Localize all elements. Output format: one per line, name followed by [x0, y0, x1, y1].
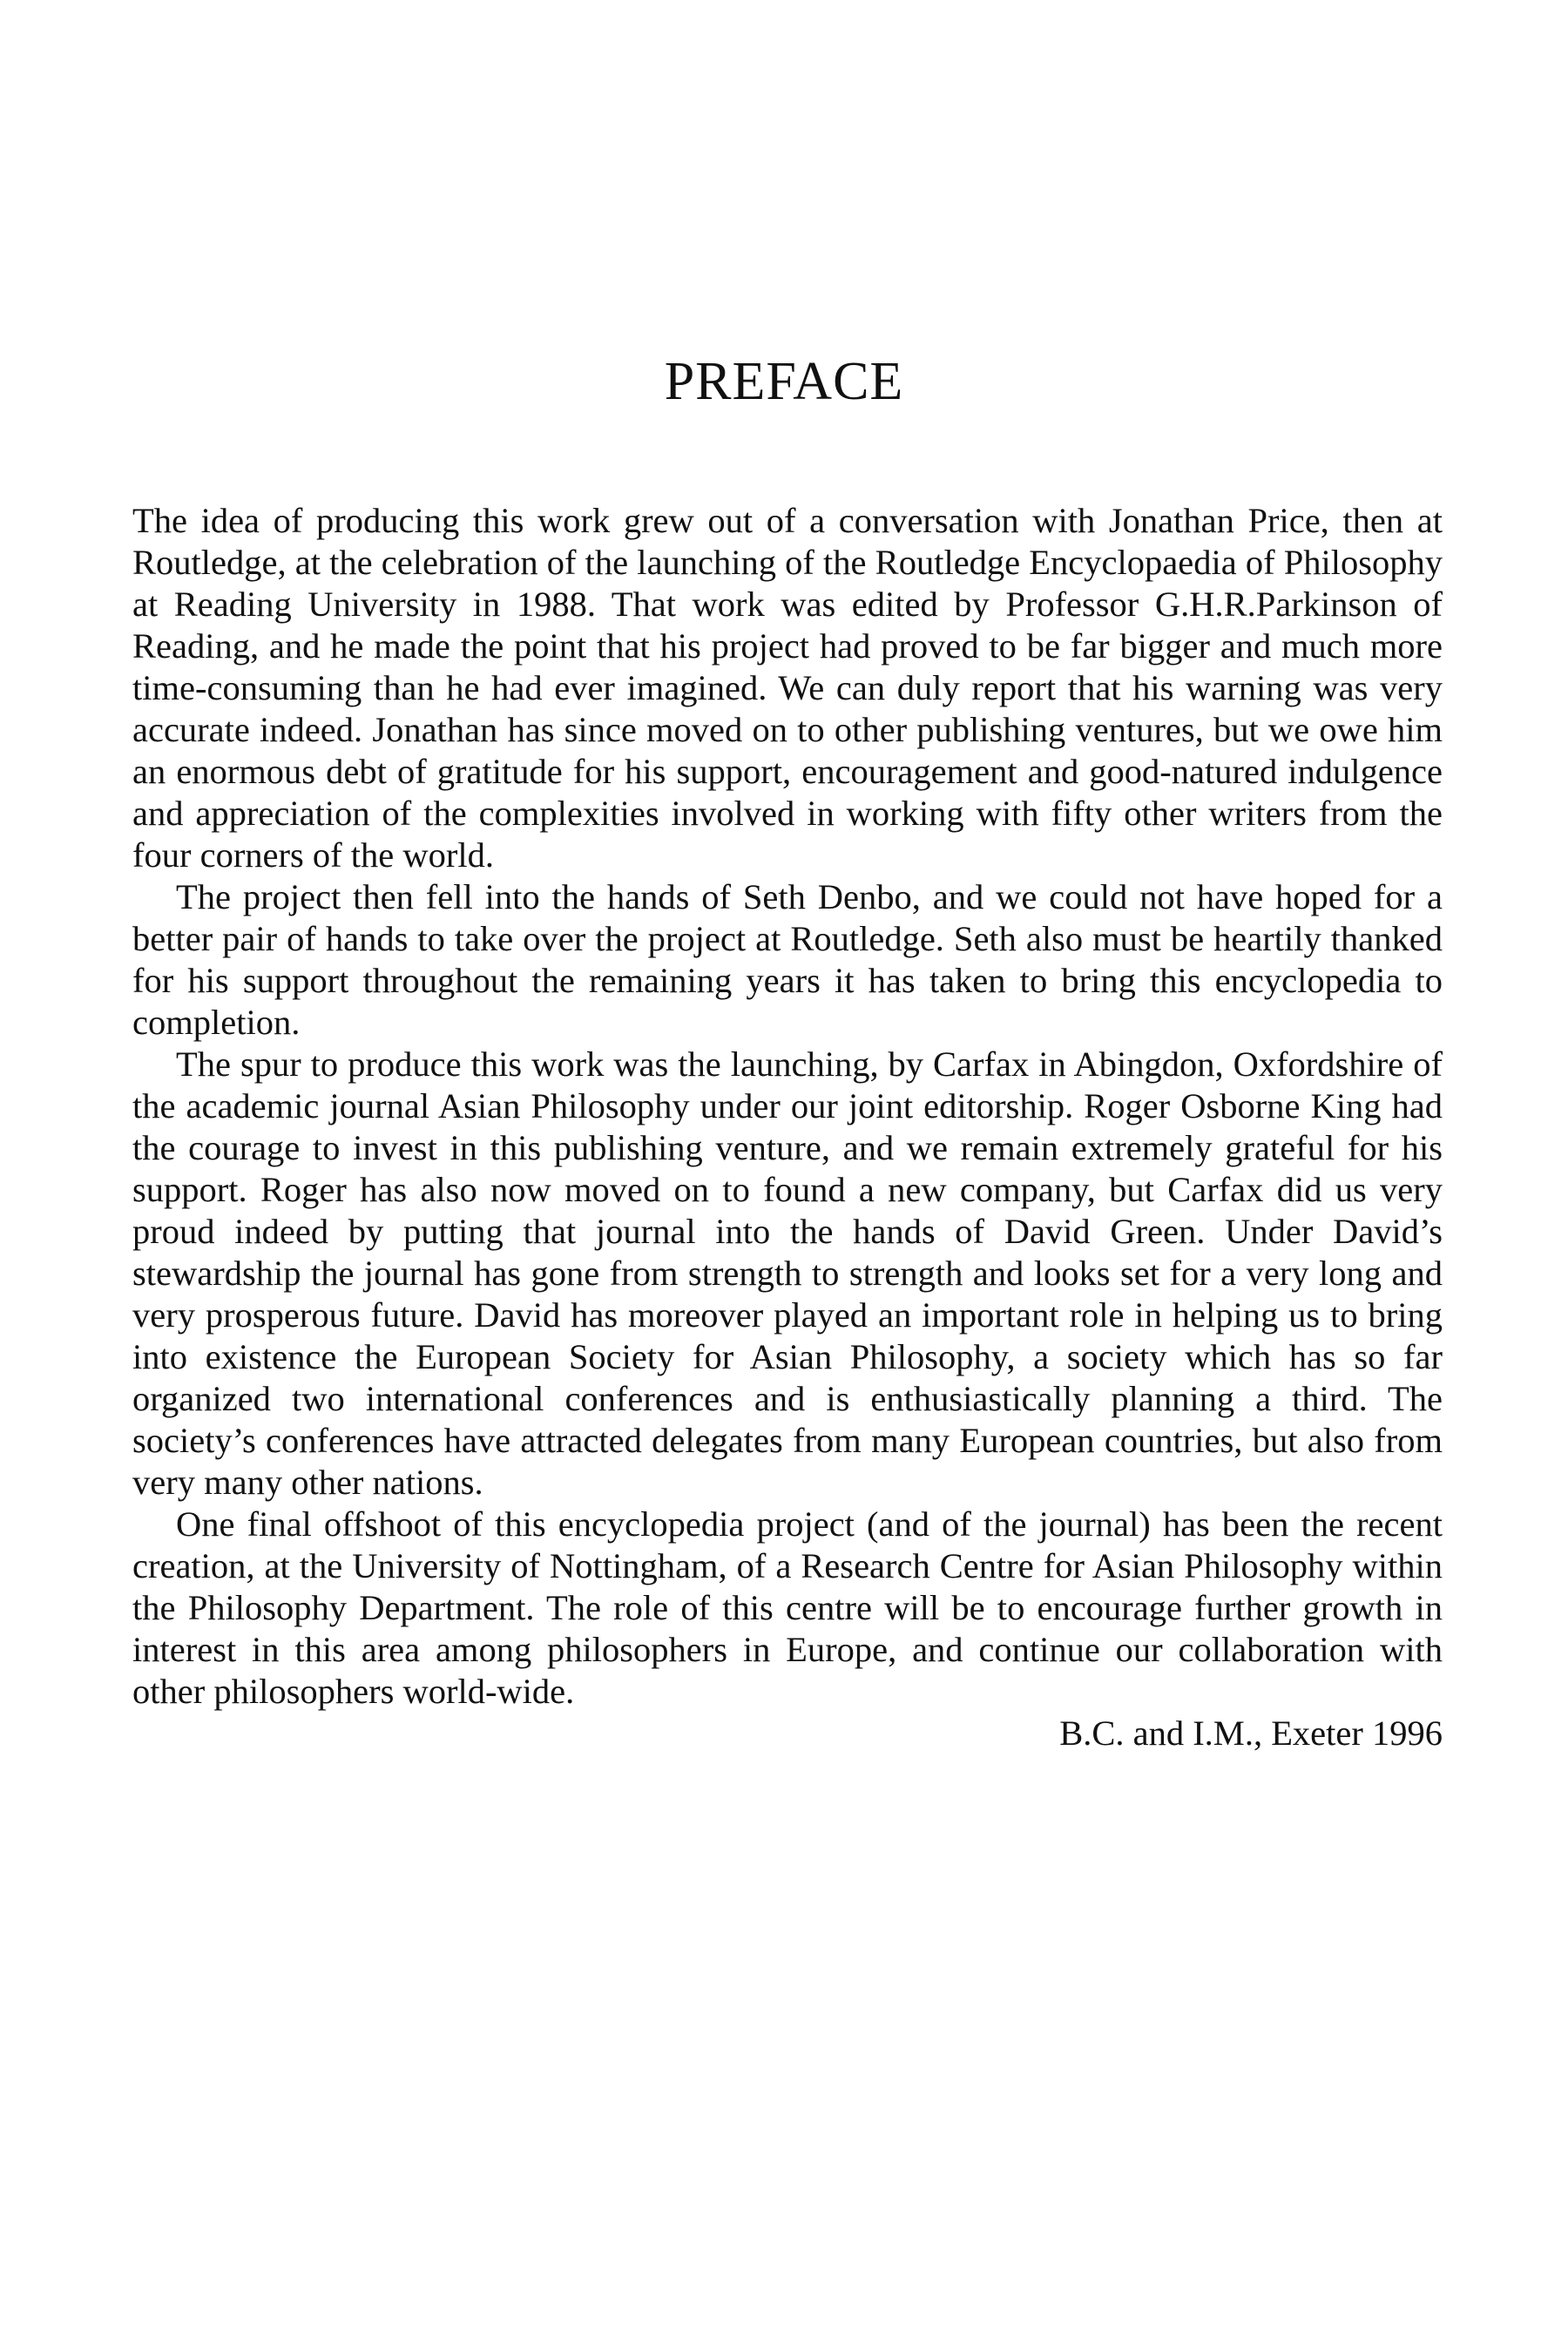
- paragraph-1: The idea of producing this work grew out of a conversation with Jonathan Price, then at Routledge, at the celebration of the launching of the Routledge Encyclopaedia of Philosophy at Reading University in 1988. That work was edited by Professor G.H.R.Parkinson of Reading, and he made the point that his project had proved to be far bigger and much more time-consuming than he had ever imagined. We can duly report that his warning was very accurate indeed. Jonathan has since moved on to other publishing ventures, but we owe him an enormous debt of gratitude for his support, encouragement and good-natured indulgence and appreciation of the complexities involved in working with fifty other writers from the four corners of the world.: [132, 501, 1443, 875]
- signature: B.C. and I.M., Exeter 1996: [1059, 1713, 1443, 1753]
- preface-body: [132, 500, 1443, 1754]
- paragraph-3: The spur to produce this work was the launching, by Carfax in Abingdon, Oxfordshire of the academic journal Asian Philosophy under our joint editorship. Roger Osborne King had the courage to invest in this publishing venture, and we remain extremely grateful for his support. Roger has also now moved on to found a new company, but Carfax did us very proud indeed by putting that journal into the hands of David Green. Under David’s stewardship the journal has gone from strength to strength and looks set for a very long and very prosperous future. David has moreover played an important role in helping us to bring into existence the European Society for Asian Philosophy, a society which has so far organized two international conferences and is enthusiastically planning a third. The society’s conferences have attracted delegates from many European countries, but also from very many other nations.: [132, 1044, 1443, 1502]
- paragraph-2: The project then fell into the hands of Seth Denbo, and we could not have hoped for a better pair of hands to take over the project at Routledge. Seth also must be heartily thanked for his support throughout the remaining years it has taken to bring this encyclopedia to completion.: [132, 877, 1443, 1042]
- paragraph-4: One final offshoot of this encyclopedia project (and of the journal) has been the recent creation, at the University of Nottingham, of a Research Centre for Asian Philosophy within the Philosophy Department. The role of this centre will be to encourage further growth in interest in this area among philosophers in Europe, and continue our collaboration with other philosophers world-wide.: [132, 1504, 1443, 1711]
- page-title: PREFACE: [664, 352, 904, 411]
